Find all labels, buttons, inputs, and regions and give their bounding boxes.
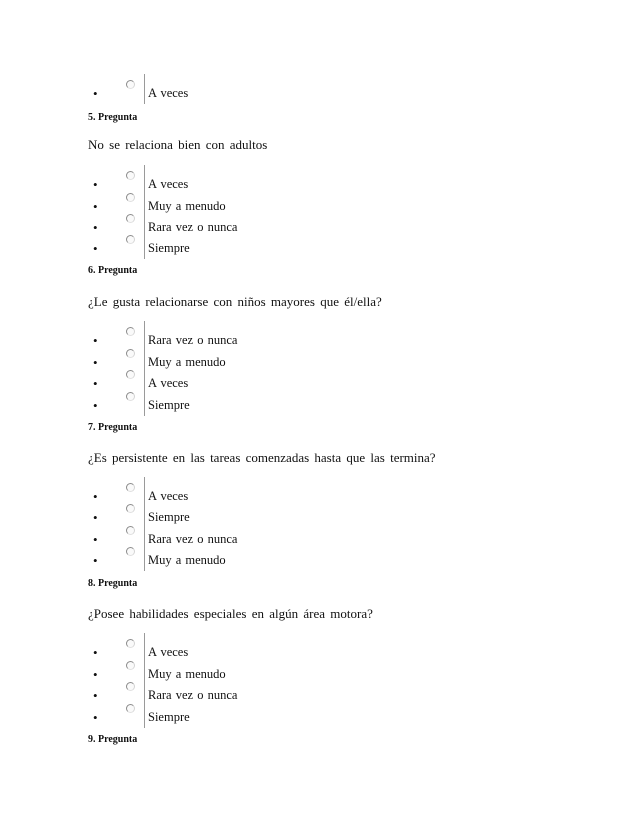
radio-button-icon[interactable] [126,526,135,535]
divider [144,698,145,728]
question-text: No se relaciona bien con adultos [88,137,268,152]
list-item [0,195,638,217]
bullet-icon: • [93,86,98,101]
list-item [0,351,638,373]
radio-button-icon[interactable] [126,547,135,556]
divider [144,386,145,416]
option-label: Rara vez o nunca [148,220,238,234]
bullet-icon: • [93,376,98,391]
radio-button-icon[interactable] [126,235,135,244]
bullet-icon: • [93,688,98,703]
radio-button-icon[interactable] [126,392,135,401]
radio-button-icon[interactable] [126,639,135,648]
bullet-icon: • [93,177,98,192]
question-text: ¿Es persistente en las tareas comenzadas hasta que las termina? [88,450,436,465]
bullet-icon: • [93,510,98,525]
option-label: Muy a menudo [148,355,226,369]
list-item [0,216,638,238]
bullet-icon: • [93,199,98,214]
radio-button-icon[interactable] [126,214,135,223]
question-text: ¿Posee habilidades especiales en algún área motora? [88,606,373,621]
option-label: A veces [148,645,189,659]
radio-button-icon[interactable] [126,349,135,358]
radio-button-icon[interactable] [126,504,135,513]
bullet-icon: • [93,532,98,547]
bullet-icon: • [93,553,98,568]
radio-button-icon[interactable] [126,80,135,89]
option-label: Muy a menudo [148,199,226,213]
radio-button-icon[interactable] [126,327,135,336]
bullet-icon: • [93,241,98,256]
bullet-icon: • [93,489,98,504]
option-label: Muy a menudo [148,553,226,567]
bullet-icon: • [93,355,98,370]
radio-button-icon[interactable] [126,483,135,492]
divider [144,229,145,259]
list-item [0,82,638,104]
divider [144,74,145,104]
option-label: A veces [148,376,189,390]
radio-button-icon[interactable] [126,682,135,691]
question-heading: 5. Pregunta [88,112,138,123]
bullet-icon: • [93,333,98,348]
option-label: Siempre [148,398,190,412]
bullet-icon: • [93,710,98,725]
option-label: A veces [148,177,189,191]
list-item [0,372,638,394]
question-text: ¿Le gusta relacionarse con niños mayores que él/ella? [88,294,382,309]
list-item [0,663,638,685]
option-label: Rara vez o nunca [148,532,238,546]
bullet-icon: • [93,398,98,413]
list-item [0,173,638,195]
option-label: Siempre [148,241,190,255]
list-item [0,528,638,550]
bullet-icon: • [93,667,98,682]
list-item [0,706,638,728]
question-heading: 6. Pregunta [88,265,138,276]
option-label: Muy a menudo [148,667,226,681]
option-label: Siempre [148,710,190,724]
radio-button-icon[interactable] [126,704,135,713]
list-item [0,549,638,571]
question-heading: 8. Pregunta [88,578,138,589]
bullet-icon: • [93,645,98,660]
question-heading: 9. Pregunta [88,734,138,745]
question-heading: 7. Pregunta [88,422,138,433]
list-item [0,485,638,507]
option-label: A veces [148,489,189,503]
radio-button-icon[interactable] [126,370,135,379]
list-item [0,506,638,528]
list-item [0,684,638,706]
option-label: Rara vez o nunca [148,688,238,702]
divider [144,541,145,571]
bullet-icon: • [93,220,98,235]
radio-button-icon[interactable] [126,171,135,180]
list-item [0,237,638,259]
radio-button-icon[interactable] [126,661,135,670]
radio-button-icon[interactable] [126,193,135,202]
option-label: A veces [148,86,189,100]
option-label: Siempre [148,510,190,524]
option-label: Rara vez o nunca [148,333,238,347]
list-item [0,329,638,351]
list-item [0,394,638,416]
list-item [0,641,638,663]
